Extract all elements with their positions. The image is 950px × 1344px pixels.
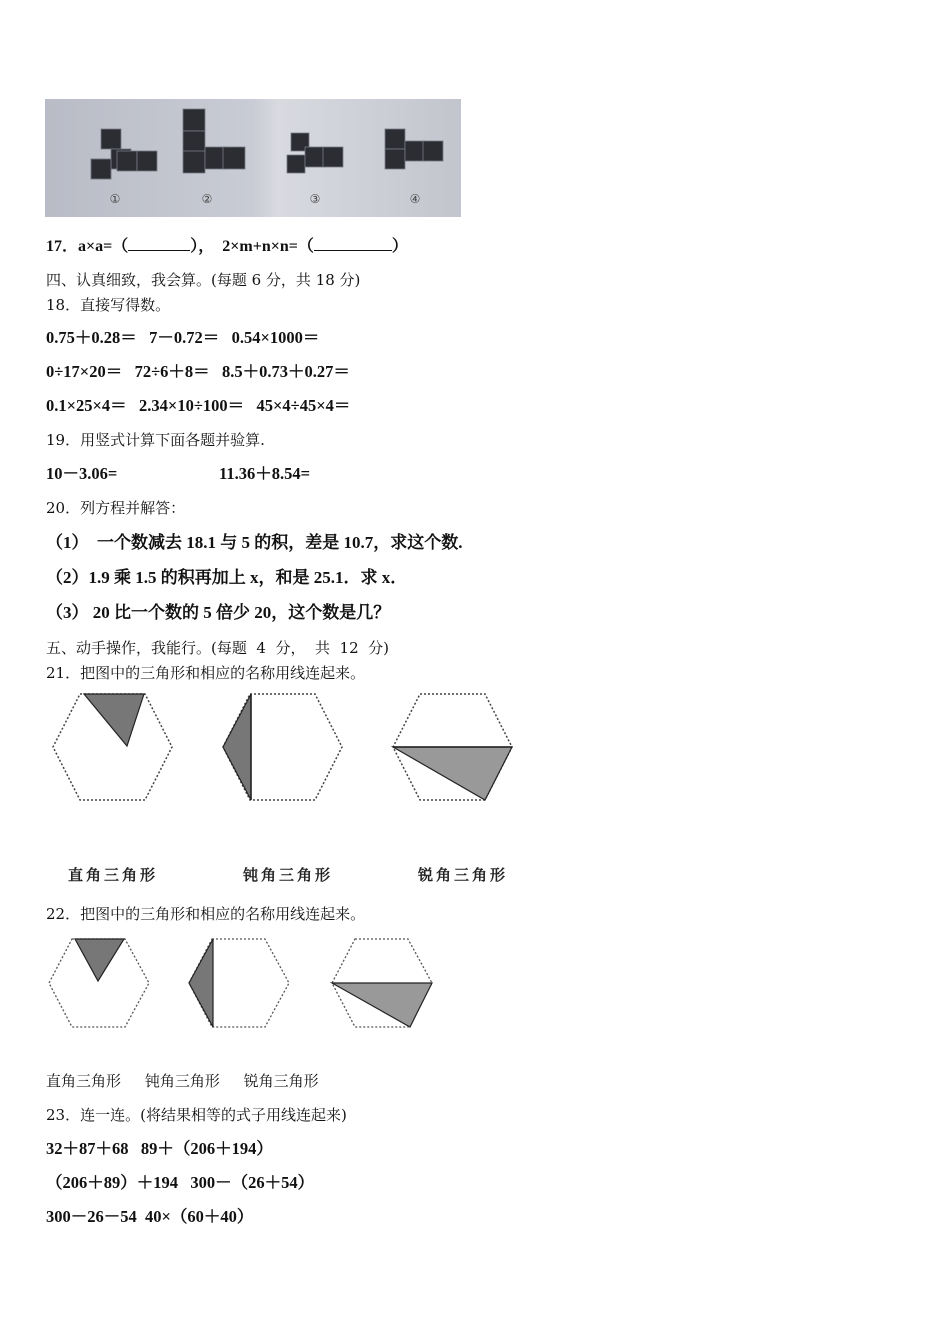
q18-row-1: 0.75＋0.28＝ 7－0.72＝ 0.54×1000＝ xyxy=(46,328,320,347)
q17-part-c: ） xyxy=(391,238,408,255)
q23-row-3: 300－26－54 40×（60＋40） xyxy=(46,1207,254,1226)
q23-row-1: 32＋87＋68 89＋（206＋194） xyxy=(46,1139,273,1158)
q17-blank-2[interactable] xyxy=(314,236,392,251)
question-20-title: 20．列方程并解答： xyxy=(46,499,186,517)
q18-row-2: 0÷17×20＝ 72÷6＋8＝ 8.5＋0.73＋0.27＝ xyxy=(46,362,350,381)
section-5-heading: 五、动手操作，我能行。(每题 4 分， 共 12 分) xyxy=(46,639,390,657)
q21-label-acute: 锐角三角形 xyxy=(418,866,509,884)
photo-label-3: ③ xyxy=(309,192,321,206)
q19-expr-1: 10－3.06= xyxy=(46,464,118,483)
q22-hexagon-acute-triangle xyxy=(330,937,434,1029)
photo-label-4: ④ xyxy=(409,192,421,206)
q18-row-3: 0.1×25×4＝ 2.34×10÷100＝ 45×4÷45×4＝ xyxy=(46,396,351,415)
q17-part-b: ）， 2×m+n×n=（ xyxy=(190,238,314,255)
question-22-title: 22．把图中的三角形和相应的名称用线连起来。 xyxy=(46,905,366,923)
q22-hexagon-obtuse-triangle xyxy=(187,937,291,1029)
question-21-title: 21．把图中的三角形和相应的名称用线连起来。 xyxy=(46,664,366,682)
q17-part-a: 17．a×a=（ xyxy=(46,238,129,255)
question-23-title: 23．连一连。(将结果相等的式子用线连起来) xyxy=(46,1106,347,1124)
q21-label-right: 直角三角形 xyxy=(68,866,159,884)
q17-blank-1[interactable] xyxy=(128,236,190,251)
q20-item-2: （2）1.9 乘 1.5 的积再加上 x，和是 25.1．求 x． xyxy=(46,568,408,587)
q21-hexagon-obtuse-triangle xyxy=(220,692,345,802)
photo-label-2: ② xyxy=(201,192,213,206)
photo-label-1: ① xyxy=(109,192,121,206)
cube-figures-photo xyxy=(45,99,461,217)
q23-row-2: （206＋89）＋194 300－（26＋54） xyxy=(46,1173,315,1192)
q21-hexagon-right-triangle xyxy=(50,692,175,802)
question-19-title: 19．用竖式计算下面各题并验算. xyxy=(46,431,265,449)
q21-hexagon-acute-triangle xyxy=(390,692,515,802)
section-4-heading: 四、认真细致，我会算。(每题 6 分，共 18 分) xyxy=(46,271,361,289)
q22-labels: 直角三角形 钝角三角形 锐角三角形 xyxy=(46,1072,319,1090)
question-18-title: 18．直接写得数。 xyxy=(46,296,171,314)
q20-item-1: （1） 一个数减去 18.1 与 5 的积，差是 10.7，求这个数. xyxy=(46,533,463,552)
q19-expr-2: 11.36＋8.54= xyxy=(219,464,310,483)
q21-label-obtuse: 钝角三角形 xyxy=(243,866,334,884)
question-17 xyxy=(46,236,408,257)
q20-item-3: （3） 20 比一个数的 5 倍少 20，这个数是几？ xyxy=(46,603,391,622)
q22-hexagon-right-triangle xyxy=(47,937,151,1029)
